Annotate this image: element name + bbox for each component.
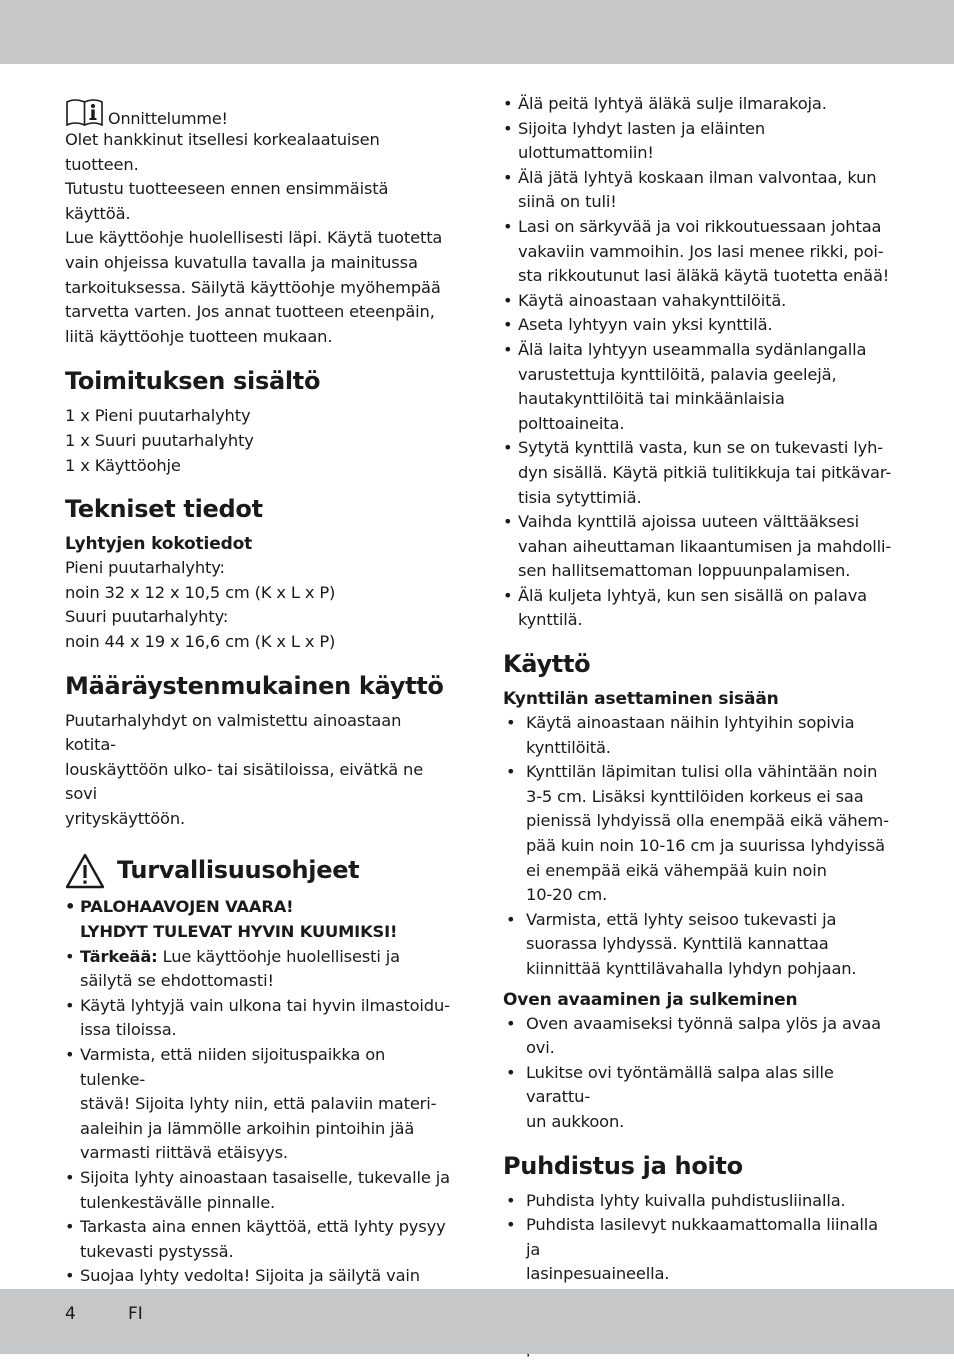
manual-info-icon xyxy=(65,96,104,126)
right-column xyxy=(503,92,893,1361)
usage-title: Käyttö xyxy=(503,650,591,679)
list-item: • Tarkasta aina ennen käyttöä, että lyhty pysyy tukevasti pystyssä. xyxy=(65,1215,450,1264)
list-item: • Käytä ainoastaan näihin lyhtyihin sopivia kynttilöitä. xyxy=(503,711,893,760)
list-item: • Älä laita lyhtyyn useammalla sydänlangalla varustettuja kynttilöitä, palavia geelejä, hautakynttilöitä tai minkäänlaisia polttoaineita. xyxy=(503,338,893,436)
list-item: • Käytä ainoastaan vahakynttilöitä. xyxy=(503,289,893,314)
footer-bar xyxy=(0,1289,954,1354)
door-list xyxy=(503,1012,893,1135)
list-item: • Käytä lyhtyjä vain ulkona tai hyvin ilmastoidu- issa tiloissa. xyxy=(65,994,450,1043)
language-code: FI xyxy=(128,1304,143,1324)
list-item: • Älä peitä lyhtyä äläkä sulje ilmarakoja. xyxy=(503,92,893,117)
list-item: • Oven avaamiseksi työnnä salpa ylös ja avaa ovi. xyxy=(503,1012,893,1061)
header-bar xyxy=(0,0,954,64)
list-item: • Lukitse ovi työntämällä salpa alas sille varattu- un aukkoon. xyxy=(503,1061,893,1135)
door-subtitle: Oven avaaminen ja sulkeminen xyxy=(503,989,798,1010)
list-item: • Aseta lyhtyyn vain yksi kynttilä. xyxy=(503,313,893,338)
greeting: Onnittelumme! xyxy=(108,109,228,128)
tech-specs: Pieni puutarhalyhty: noin 32 x 12 x 10,5 cm (K x L x P) Suuri puutarhalyhty: noin 44 x 19 x 16,6 cm (K x L x P) xyxy=(65,558,336,651)
safety-list xyxy=(65,895,450,1313)
list-item: • Vaihda kynttilä ajoissa uuteen välttääksesi vahan aiheuttaman likaantumisen ja mahdolli- sen hallitsemattoman loppuunpalamisen. xyxy=(503,510,893,584)
contents-title: Toimituksen sisältö xyxy=(65,367,321,396)
list-item: • Älä jätä lyhtyä koskaan ilman valvontaa, kun siinä on tuli! xyxy=(503,166,893,215)
warning-triangle-icon xyxy=(65,853,105,889)
intended-use-text: Puutarhalyhdyt on valmistettu ainoastaan kotita- louskäyttöön ulko- tai sisätiloissa, eivätkä ne sovi yrityskäyttöön. xyxy=(65,710,424,828)
candle-subtitle: Kynttilän asettaminen sisään xyxy=(503,689,779,710)
care-title: Puhdistus ja hoito xyxy=(503,1151,743,1180)
list-item: • Puhdista lasilevyt nukkaamattomalla liinalla ja lasinpesuaineella. xyxy=(503,1213,893,1287)
safety-title: Turvallisuusohjeet xyxy=(117,856,360,885)
list-item: • Sijoita lyhty ainoastaan tasaiselle, tukevalle ja tulenkestävälle pinnalle. xyxy=(65,1166,450,1215)
candle-list xyxy=(503,711,893,982)
list-item: • Älä kuljeta lyhtyä, kun sen sisällä on palava kynttilä. xyxy=(503,584,893,633)
intro-heading xyxy=(65,92,450,128)
page-number: 4 xyxy=(65,1304,76,1324)
list-item: • Varmista, että niiden sijoituspaikka on tulenke- stävä! Sijoita lyhty niin, että palaviin materi- aaleihin ja lämmölle arkoihin pintoihin jää varmasti riittävä etäisyys. xyxy=(65,1043,450,1166)
tech-title: Tekniset tiedot xyxy=(65,495,263,524)
left-column xyxy=(65,92,450,1314)
list-item: • Varmista, että lyhty seisoo tukevasti ja suorassa lyhdyssä. Kynttilä kannattaa kiinnittää kynttilävahalla lyhdyn pohjaan. xyxy=(503,908,893,982)
contents-list: 1 x Pieni puutarhalyhty 1 x Suuri puutarhalyhty 1 x Käyttöohje xyxy=(65,406,254,475)
list-item: • Puhdista lyhty kuivalla puhdistusliinalla. xyxy=(503,1189,893,1214)
safety-list-continued xyxy=(503,92,893,633)
list-item: • Kynttilän läpimitan tulisi olla vähintään noin 3-5 cm. Lisäksi kynttilöiden korkeus ei saa pienissä lyhdyissä olla enempää eikä vähem- pää kuin noin 10-16 cm ja suurissa lyhdyissä ei enempää eikä vähempää kuin noin 10-20 cm. xyxy=(503,760,893,908)
safety-heading xyxy=(65,853,450,895)
list-item: • PALOHAAVOJEN VAARA! LYHDYT TULEVAT HYVIN KUUMIKSI! xyxy=(65,895,450,944)
tech-subtitle: Lyhtyjen kokotiedot xyxy=(65,534,253,555)
list-item: • Lasi on särkyvää ja voi rikkoutuessaan johtaa vakaviin vammoihin. Jos lasi menee rikki, poi- sta rikkoutunut lasi äläkä käytä tuotetta enää! xyxy=(503,215,893,289)
list-item: • Sijoita lyhdyt lasten ja eläinten ulottumattomiin! xyxy=(503,117,893,166)
intended-use-title: Määräystenmukainen käyttö xyxy=(65,671,444,700)
list-item: • Suojaa lyhty vedolta! Sijoita ja säilytä vain xyxy=(65,1264,450,1313)
intro-text: Olet hankkinut itsellesi korkealaatuisen tuotteen. Tutustu tuotteeseen ennen ensimmäistä käyttöä. Lue käyttöohje huolellisesti läpi. Käytä tuotetta vain ohjeissa kuvatulla tavalla ja mainitussa tarkoituksessa. Säilytä käyttöohje myöhempää tarvetta varten. Jos annat tuotteen eteenpäin, liitä käyttöohje tuotteen mukaan. xyxy=(65,130,443,346)
list-item: • Tärkeää: Lue käyttöohje huolellisesti ja säilytä se ehdottomasti! xyxy=(65,945,450,994)
list-item: • Sytytä kynttilä vasta, kun se on tukevasti lyh- dyn sisällä. Käytä pitkiä tulitikkuja tai pitkävar- tisia sytyttimiä. xyxy=(503,436,893,510)
